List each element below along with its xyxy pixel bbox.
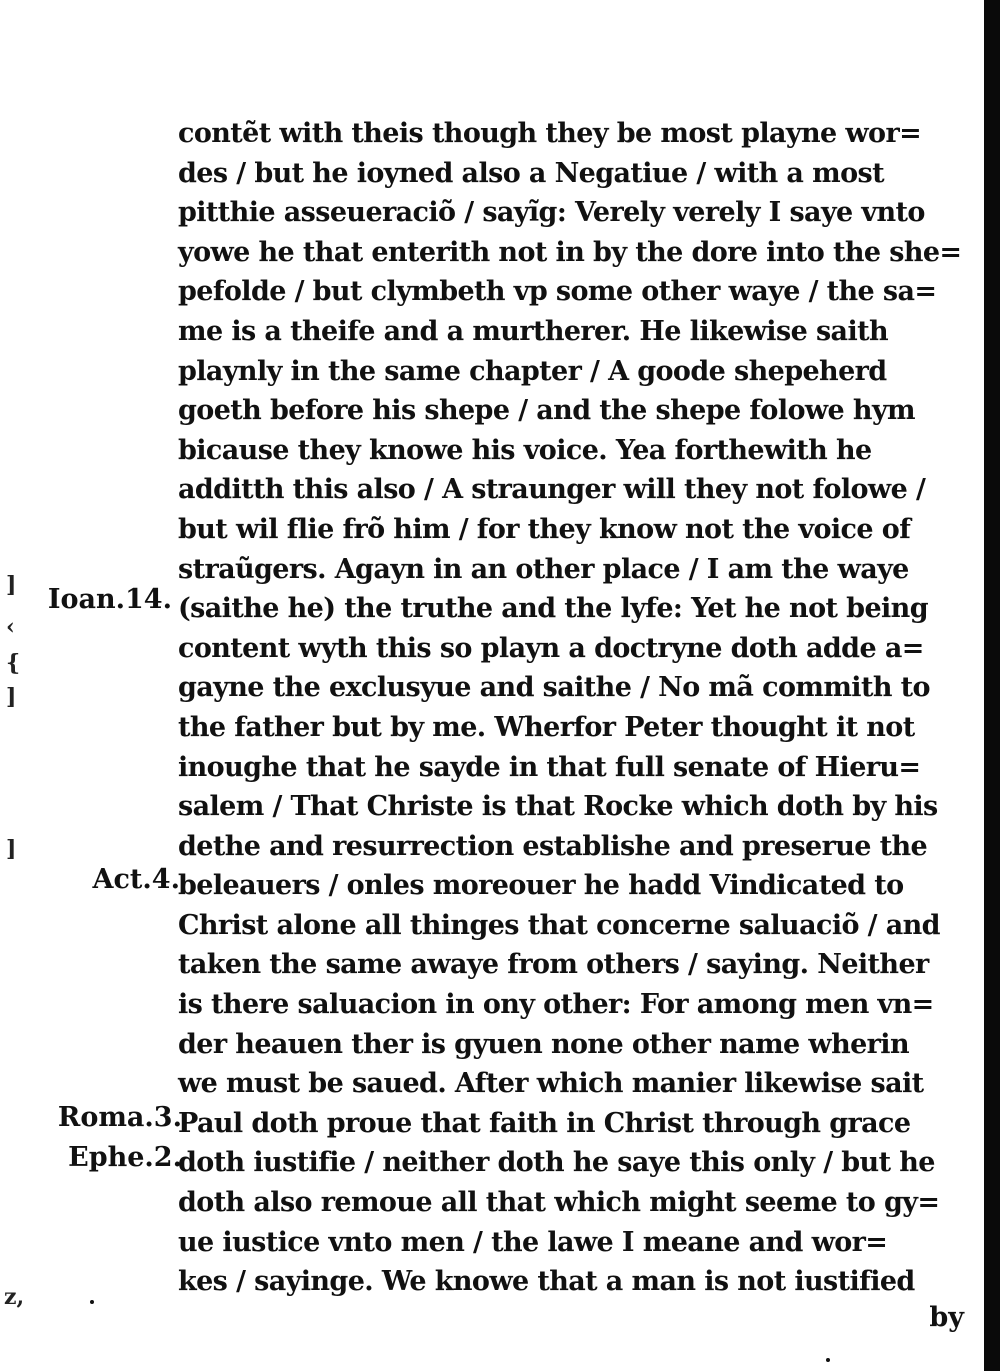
- catchword: by: [929, 1302, 964, 1333]
- text-line: bicause they knowe his voice. Yea forthewith he: [178, 434, 872, 466]
- text-line: des / but he ioyned also a Negatiue / with a most: [178, 157, 884, 189]
- page-binding-edge: [984, 0, 1000, 1371]
- text-line: playnly in the same chapter / A goode shepeherd: [178, 355, 887, 387]
- text-line: beleauers / onles moreouer he hadd Vindicated to: [178, 870, 904, 902]
- margin-note-ioan: Ioan.14.: [47, 584, 172, 615]
- text-line: pitthie assеueraciõ / sayĩg: Verely verely I saye vnto: [178, 197, 925, 229]
- text-line: yowe he that enterith not in by the dore into the she=: [178, 236, 962, 268]
- text-line: additth this also / A straunger will they not folowe /: [178, 474, 926, 506]
- text-line: me is a theife and a murtherer. He likewise saith: [178, 315, 889, 347]
- edge-mark: {: [6, 650, 21, 676]
- text-line: is there saluacion in ony other: For among men vn=: [178, 989, 934, 1021]
- text-line: ue iustice vnto men / the lawe I meane and wor=: [178, 1226, 888, 1258]
- text-line: the father but by me. Wherfor Peter thought it not: [178, 711, 915, 743]
- text-line: (saithe he) the truthe and the lyfe: Yet he not being: [178, 593, 928, 625]
- speck: [826, 1358, 830, 1362]
- text-line: taken the same awaye from others / saying. Neither: [178, 949, 929, 981]
- edge-mark: ‹: [6, 614, 15, 640]
- margin-note-roma: Roma.3.: [57, 1102, 182, 1133]
- text-line: inoughe that he sayde in that full senate of Hieru=: [178, 751, 921, 783]
- text-line: Paul doth proue that faith in Christ through grace: [178, 1107, 911, 1139]
- edge-mark: ]: [6, 684, 17, 710]
- text-line: content wyth this so playn a doctryne doth adde a=: [178, 632, 924, 664]
- text-line: dethe and resurrection establishe and preserue the: [178, 830, 928, 862]
- edge-mark: ]: [6, 836, 17, 862]
- text-line: contẽt with theis though they be most playne wor=: [178, 118, 922, 149]
- text-line: doth iustifie / neither doth he saye this only / but he: [178, 1147, 935, 1179]
- text-line: kes / sayinge. We knowe that a man is not iustified: [178, 1266, 915, 1298]
- edge-mark: ]: [6, 572, 17, 598]
- text-line: doth also remoue all that which might seeme to gy=: [178, 1187, 940, 1219]
- text-line: straũgers. Agayn in an other place / I am the waye: [178, 553, 909, 585]
- text-line: salem / That Christe is that Rocke which doth by his: [178, 791, 938, 823]
- text-line: pefolde / but clymbeth vp some other waye / the sa=: [178, 276, 937, 308]
- edge-mark: z,: [4, 1284, 25, 1310]
- text-line: Christ alone all thinges that concerne saluaciõ / and: [178, 909, 940, 941]
- text-line: we must be saued. After which manier likewise sait: [178, 1068, 924, 1100]
- margin-note-act: Act.4.: [92, 864, 180, 895]
- text-line: gayne the exclusyue and saithe / No mã commith to: [178, 672, 930, 704]
- margin-note-ephe: Ephe.2.: [68, 1142, 182, 1173]
- text-line: goeth before his shepe / and the shepe folowe hym: [178, 395, 916, 427]
- text-line: der heauen ther is gyuen none other name wherin: [178, 1028, 909, 1060]
- speck: [90, 1300, 94, 1304]
- body-text: [178, 114, 968, 1302]
- text-line: but wil flie frõ him / for they know not the voice of: [178, 513, 911, 545]
